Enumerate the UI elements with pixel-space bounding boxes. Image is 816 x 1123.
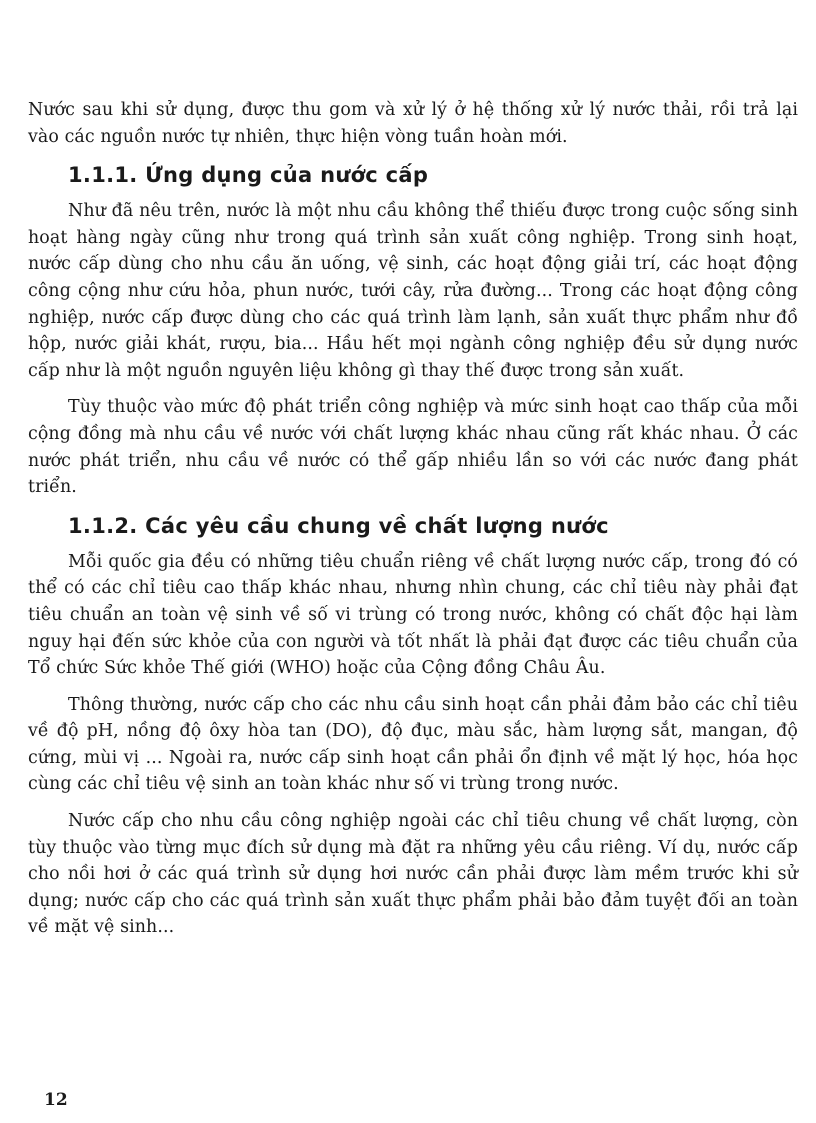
intro-paragraph: Nước sau khi sử dụng, được thu gom và xử lý ở hệ thống xử lý nước thải, rồi trả lại vào các nguồn nước tự nhiên, thực hiện vòng tuần hoàn mới. [28,100,798,147]
section-heading-1-1-2: 1.1.2. Các yêu cầu chung về chất lượng nước [68,513,609,538]
section-2-paragraph-3: Nước cấp cho nhu cầu công nghiệp ngoài các chỉ tiêu chung về chất lượng, còn tùy thuộc vào từng mục đích sử dụng mà đặt ra những yêu cầu riêng. Ví dụ, nước cấp cho nồi hơi ở các quá trình sử dụng hơi nước cần phải được làm mềm trước khi sử dụng; nước cấp cho các quá trình sản xuất thực phẩm phải bảo đảm tuyệt đối an toàn về mặt vệ sinh... [28,811,798,938]
section-1-paragraph-1: Như đã nêu trên, nước là một nhu cầu không thể thiếu được trong cuộc sống sinh hoạt hàng ngày cũng như trong quá trình sản xuất công nghiệp. Trong sinh hoạt, nước cấp dùng cho nhu cầu ăn uống, vệ sinh, các hoạt động giải trí, các hoạt động công cộng như cứu hỏa, phun nước, tưới cây, rửa đường... Trong các hoạt động công nghiệp, nước cấp được dùng cho các quá trình làm lạnh, sản xuất thực phẩm như đồ hộp, nước giải khát, rượu, bia... Hầu hết mọi ngành công nghiệp đều sử dụng nước cấp như là một nguồn nguyên liệu không gì thay thế được trong sản xuất. [28,201,798,381]
section-1-paragraph-2: Tùy thuộc vào mức độ phát triển công nghiệp và mức sinh hoạt cao thấp của mỗi cộng đồng mà nhu cầu về nước với chất lượng khác nhau cũng rất khác nhau. Ở các nước phát triển, nhu cầu về nước có thể gấp nhiều lần so với các nước đang phát triển. [28,397,798,498]
section-2-paragraph-2: Thông thường, nước cấp cho các nhu cầu sinh hoạt cần phải đảm bảo các chỉ tiêu về độ pH, nồng độ ôxy hòa tan (DO), độ đục, màu sắc, hàm lượng sắt, mangan, độ cứng, mùi vị ... Ngoài ra, nước cấp sinh hoạt cần phải ổn định về mặt lý học, hóa học cùng các chỉ tiêu vệ sinh an toàn khác như số vi trùng trong nước. [28,694,798,795]
section-2-paragraph-1: Mỗi quốc gia đều có những tiêu chuẩn riêng về chất lượng nước cấp, trong đó có thể có các chỉ tiêu cao thấp khác nhau, nhưng nhìn chung, các chỉ tiêu này phải đạt tiêu chuẩn an toàn vệ sinh về số vi trùng có trong nước, không có chất độc hại làm nguy hại đến sức khỏe của con người và tốt nhất là phải đạt được các tiêu chuẩn của Tổ chức Sức khỏe Thế giới (WHO) hoặc của Cộng đồng Châu Âu. [28,551,798,679]
page-number: 12 [44,1090,68,1110]
section-heading-1-1-1: 1.1.1. Ứng dụng của nước cấp [68,163,429,188]
page-content [28,97,798,951]
